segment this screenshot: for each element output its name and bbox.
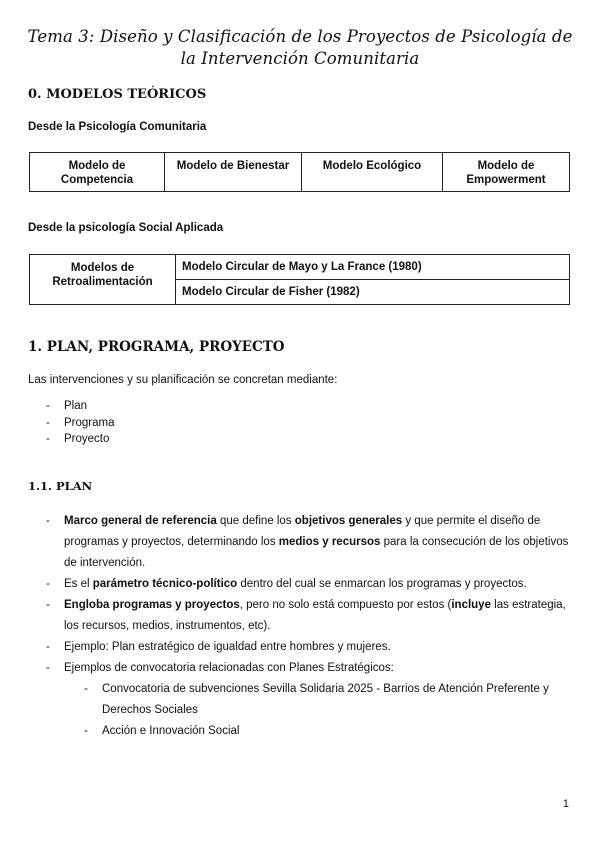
table-row bbox=[30, 255, 570, 280]
table-cell: Modelo Circular de Mayo y La France (1980) bbox=[176, 255, 570, 280]
dash: - bbox=[46, 433, 50, 445]
bold-text: incluye bbox=[451, 599, 491, 611]
dash: - bbox=[46, 641, 50, 653]
list-item bbox=[84, 679, 574, 721]
dash: - bbox=[84, 683, 88, 695]
text: las estrategia, los recursos, medios, instrumentos, etc). bbox=[64, 599, 566, 632]
list-item bbox=[46, 658, 574, 742]
dash: - bbox=[46, 400, 50, 412]
dash: - bbox=[46, 515, 50, 527]
document-title bbox=[20, 26, 580, 70]
ppp-list bbox=[46, 398, 115, 448]
convocatorias-sublist bbox=[64, 679, 574, 742]
list-item bbox=[46, 574, 574, 595]
list-item bbox=[46, 511, 574, 574]
bold-text: parámetro técnico-político bbox=[92, 578, 238, 590]
list-item-text: Plan bbox=[64, 400, 88, 412]
dash: - bbox=[46, 578, 50, 590]
list-item-text: Proyecto bbox=[64, 433, 110, 445]
list-item-text: Programa bbox=[64, 416, 115, 429]
bold-text: medios y recursos bbox=[278, 536, 381, 548]
models-table bbox=[29, 152, 570, 192]
list-item bbox=[46, 637, 574, 658]
table-cell: Modelo Ecológico bbox=[302, 153, 443, 192]
table-row bbox=[30, 153, 570, 192]
text: y que permite el diseño de programas y proyectos, determinando los bbox=[64, 515, 541, 548]
text: Es el bbox=[64, 578, 93, 590]
table-cell: Modelo de Empowerment bbox=[443, 153, 570, 192]
bold-text: Engloba programas y proyectos bbox=[64, 599, 240, 611]
list-item bbox=[84, 721, 574, 742]
dash: - bbox=[46, 416, 50, 429]
list-item bbox=[46, 431, 115, 448]
list-item bbox=[46, 595, 574, 637]
intro-text: Las intervenciones y su planificación se concretan mediante: bbox=[28, 374, 338, 386]
feedback-models-table bbox=[29, 254, 570, 305]
heading-modelos-teoricos: 0. MODELOS TEÓRICOS bbox=[28, 87, 207, 102]
dash: - bbox=[84, 725, 88, 737]
text: Ejemplo: Plan estratégico de igualdad entre hombres y mujeres. bbox=[64, 641, 391, 653]
page-number: 1 bbox=[562, 798, 569, 810]
title-line-2: la Intervención Comunitaria bbox=[180, 49, 420, 68]
heading-plan: 1.1. PLAN bbox=[28, 479, 93, 493]
text: Convocatoria de subvenciones Sevilla Solidaria 2025 - Barrios de Atención Preferente y Derechos Sociales bbox=[102, 683, 549, 716]
table-cell: Modelos de Retroalimentación bbox=[30, 255, 176, 305]
table-cell: Modelo Circular de Fisher (1982) bbox=[176, 280, 570, 305]
list-item bbox=[46, 398, 115, 415]
table-cell: Modelo de Bienestar bbox=[165, 153, 302, 192]
table-cell: Modelo de Competencia bbox=[30, 153, 165, 192]
bold-text: Marco general de referencia bbox=[64, 515, 217, 527]
subheading-psicologia-social: Desde la psicología Social Aplicada bbox=[28, 222, 224, 234]
list-item bbox=[46, 415, 115, 432]
plan-list bbox=[46, 511, 574, 742]
text: que define los bbox=[216, 515, 295, 527]
title-line-1: Tema 3: Diseño y Clasificación de los Proyectos de Psicología de bbox=[27, 27, 573, 46]
text: para la consecución de los objetivos de intervención. bbox=[64, 536, 569, 569]
dash: - bbox=[46, 599, 50, 611]
text: Ejemplos de convocatoria relacionadas con Planes Estratégicos: bbox=[64, 662, 394, 674]
text: dentro del cual se enmarcan los programas y proyectos. bbox=[237, 578, 527, 590]
bold-text: objetivos generales bbox=[294, 515, 403, 527]
text: Acción e Innovación Social bbox=[102, 725, 240, 737]
heading-plan-programa-proyecto: 1. PLAN, PROGRAMA, PROYECTO bbox=[28, 339, 285, 355]
dash: - bbox=[46, 662, 50, 674]
subheading-psicologia-comunitaria: Desde la Psicología Comunitaria bbox=[28, 121, 207, 133]
text: , pero no solo está compuesto por estos ( bbox=[239, 599, 452, 611]
